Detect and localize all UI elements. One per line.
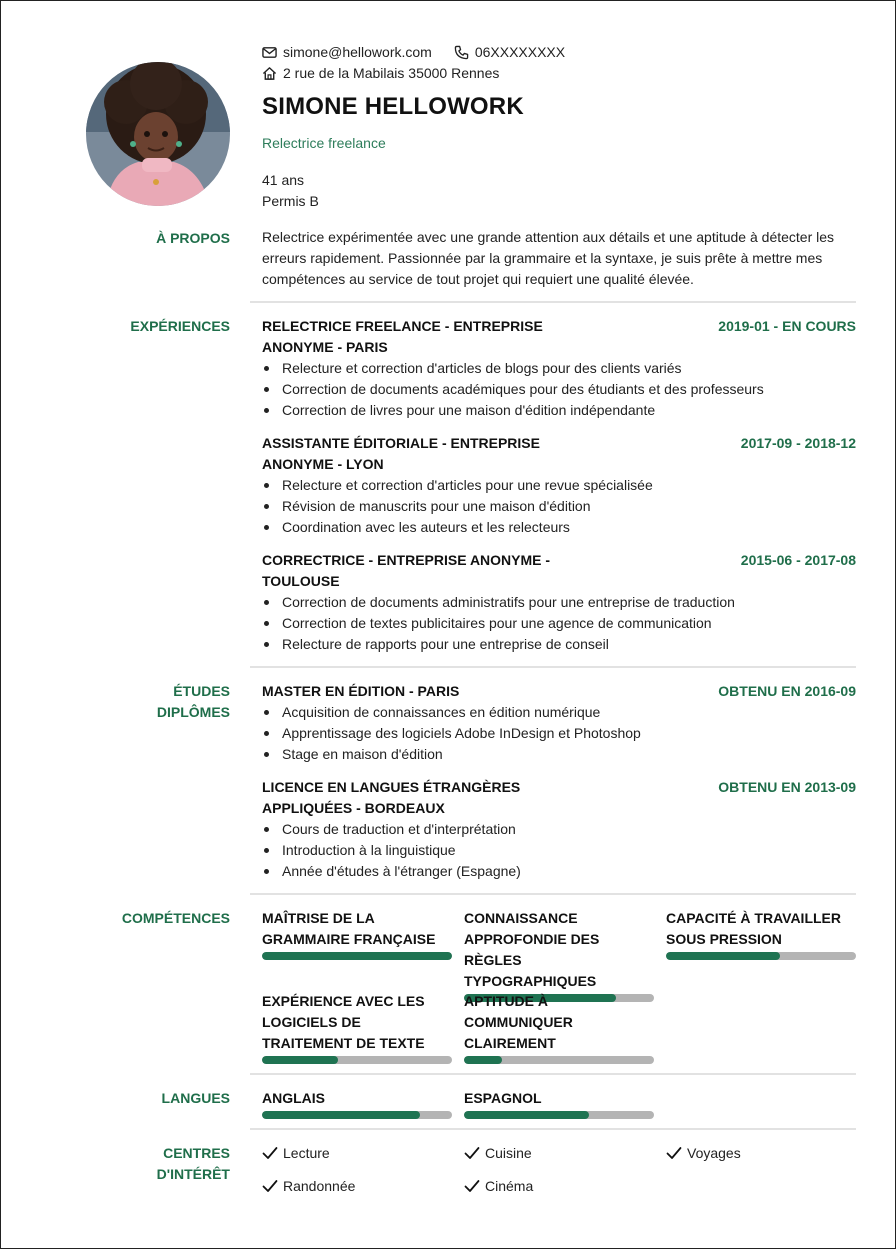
checkmark-icon xyxy=(262,1179,278,1193)
section-label-experiences: EXPÉRIENCES xyxy=(130,318,230,334)
section-label-about: À PROPOS xyxy=(156,230,230,246)
section-divider xyxy=(250,1073,856,1075)
section-divider xyxy=(250,893,856,895)
section-label-education xyxy=(70,681,230,723)
language-level-fill xyxy=(262,1111,420,1119)
entry-title xyxy=(262,681,562,702)
bullet-list xyxy=(262,475,856,538)
skill-name-line: EXPÉRIENCE AVEC LES xyxy=(262,993,425,1009)
checkmark-icon xyxy=(464,1179,480,1193)
list-item: Apprentissage des logiciels Adobe InDesign et Photoshop xyxy=(262,723,856,744)
skill-name xyxy=(262,991,452,1054)
interest-item xyxy=(262,1145,330,1161)
section-label-interests xyxy=(70,1143,230,1185)
entry-title-line: TOULOUSE xyxy=(262,573,340,589)
list-item: Révision de manuscrits pour une maison d'édition xyxy=(262,496,856,517)
checkmark-icon xyxy=(464,1146,480,1160)
phone-icon xyxy=(454,45,469,60)
section-divider xyxy=(250,666,856,668)
list-item: Stage en maison d'édition xyxy=(262,744,856,765)
skill-level-bar xyxy=(262,952,452,960)
job-title: Relectrice freelance xyxy=(262,135,386,151)
list-item: Relecture de rapports pour une entreprise de conseil xyxy=(262,634,856,655)
skill-item xyxy=(262,991,452,1064)
skill-item xyxy=(262,908,452,960)
skill-name-line: CLAIREMENT xyxy=(464,1035,556,1051)
license-text: Permis B xyxy=(262,193,319,209)
contact-row xyxy=(262,44,565,60)
skill-level-fill xyxy=(464,1056,502,1064)
label-line: D'INTÉRÊT xyxy=(156,1166,230,1182)
address-row xyxy=(262,65,499,81)
skill-name-line: APTITUDE À xyxy=(464,993,548,1009)
entry-title-line: ANONYME - LYON xyxy=(262,456,384,472)
skill-name xyxy=(262,908,452,950)
language-item xyxy=(262,1088,452,1119)
section-divider xyxy=(250,1128,856,1130)
entry-title-line: APPLIQUÉES - BORDEAUX xyxy=(262,800,445,816)
skill-name-line: LOGICIELS DE xyxy=(262,1014,361,1030)
interest-item xyxy=(464,1178,533,1194)
bullet-list xyxy=(262,358,856,421)
skill-item xyxy=(464,908,654,1002)
interest-item xyxy=(464,1145,532,1161)
language-level-bar xyxy=(464,1111,654,1119)
entry-title xyxy=(262,316,562,358)
phone-text: 06XXXXXXXX xyxy=(474,44,566,60)
skill-name-line: CAPACITÉ À TRAVAILLER xyxy=(666,910,841,926)
experience-entry xyxy=(262,550,856,655)
skill-level-bar xyxy=(464,1056,654,1064)
entry-date: 2017-09 - 2018-12 xyxy=(740,435,856,451)
label-line: DIPLÔMES xyxy=(156,704,230,720)
list-item: Relecture et correction d'articles pour une revue spécialisée xyxy=(262,475,856,496)
interest-label: Cuisine xyxy=(485,1145,532,1161)
language-name: ESPAGNOL xyxy=(464,1090,542,1106)
label-line: ÉTUDES xyxy=(173,683,230,699)
bullet-list xyxy=(262,702,856,765)
skill-name xyxy=(666,908,856,950)
entry-title-line: MASTER EN ÉDITION - PARIS xyxy=(262,683,460,699)
list-item: Relecture et correction d'articles de blogs pour des clients variés xyxy=(262,358,856,379)
skill-name-line: TYPOGRAPHIQUES xyxy=(464,973,597,989)
list-item: Année d'études à l'étranger (Espagne) xyxy=(262,861,856,882)
candidate-name: SIMONE HELLOWORK xyxy=(262,93,524,120)
list-item: Introduction à la linguistique xyxy=(262,840,856,861)
interest-item xyxy=(666,1145,741,1161)
language-level-fill xyxy=(464,1111,589,1119)
entry-date: 2015-06 - 2017-08 xyxy=(740,552,856,568)
entry-title xyxy=(262,433,562,475)
section-label-skills: COMPÉTENCES xyxy=(121,910,230,926)
entry-title-line: RELECTRICE FREELANCE - ENTREPRISE xyxy=(262,318,543,334)
list-item: Coordination avec les auteurs et les relecteurs xyxy=(262,517,856,538)
interest-label: Cinéma xyxy=(485,1178,534,1194)
age-text: 41 ans xyxy=(262,172,305,188)
entry-title xyxy=(262,777,562,819)
interest-label: Lecture xyxy=(283,1145,330,1161)
entry-title-line: CORRECTRICE - ENTREPRISE ANONYME - xyxy=(262,552,551,568)
entry-title-line: ASSISTANTE ÉDITORIALE - ENTREPRISE xyxy=(262,435,540,451)
skill-level-fill xyxy=(666,952,780,960)
skill-level-bar xyxy=(262,1056,452,1064)
entry-title-line: ANONYME - PARIS xyxy=(262,339,388,355)
label-line: CENTRES xyxy=(163,1145,230,1161)
education-entry xyxy=(262,777,856,882)
bullet-list xyxy=(262,592,856,655)
experience-entry xyxy=(262,433,856,538)
bullet-list xyxy=(262,819,856,882)
list-item: Correction de livres pour une maison d'édition indépendante xyxy=(262,400,856,421)
interest-item xyxy=(262,1178,355,1194)
about-text: Relectrice expérimentée avec une grande attention aux détails et une aptitude à détecter les erreurs rapidement. Passionnée par la grammaire et la syntaxe, je suis prête à mettre mes compétences au service de tout projet qui requiert une qualité élevée. xyxy=(262,229,835,287)
skill-item xyxy=(464,991,654,1064)
skill-level-fill xyxy=(262,1056,338,1064)
email-text: simone@hellowork.com xyxy=(283,44,432,60)
skill-name-line: APPROFONDIE DES RÈGLES xyxy=(464,931,600,968)
list-item: Correction de documents administratifs pour une entreprise de traduction xyxy=(262,592,856,613)
interest-label: Voyages xyxy=(687,1145,741,1161)
list-item: Cours de traduction et d'interprétation xyxy=(262,819,856,840)
section-label-languages: LANGUES xyxy=(161,1090,230,1106)
entry-date: 2019-01 - EN COURS xyxy=(718,318,856,334)
address-text: 2 rue de la Mabilais 35000 Rennes xyxy=(283,65,500,81)
entry-title-line: LICENCE EN LANGUES ÉTRANGÈRES xyxy=(262,779,521,795)
list-item: Correction de textes publicitaires pour une agence de communication xyxy=(262,613,856,634)
skill-name-line: MAÎTRISE DE LA xyxy=(262,910,375,926)
skill-level-fill xyxy=(262,952,452,960)
entry-date: OBTENU EN 2016-09 xyxy=(718,683,856,699)
skill-name-line: CONNAISSANCE xyxy=(464,910,578,926)
education-entry xyxy=(262,681,856,765)
skill-name-line: COMMUNIQUER xyxy=(464,1014,573,1030)
checkmark-icon xyxy=(666,1146,682,1160)
entry-title xyxy=(262,550,562,592)
envelope-icon xyxy=(262,45,277,60)
language-name: ANGLAIS xyxy=(262,1090,325,1106)
skill-name-line: SOUS PRESSION xyxy=(666,931,782,947)
list-item: Correction de documents académiques pour des étudiants et des professeurs xyxy=(262,379,856,400)
language-item xyxy=(464,1088,654,1119)
checkmark-icon xyxy=(262,1146,278,1160)
skill-name-line: TRAITEMENT DE TEXTE xyxy=(262,1035,425,1051)
language-level-bar xyxy=(262,1111,452,1119)
interest-label: Randonnée xyxy=(283,1178,356,1194)
experience-entry xyxy=(262,316,856,421)
list-item: Acquisition de connaissances en édition numérique xyxy=(262,702,856,723)
section-divider xyxy=(250,301,856,303)
entry-date: OBTENU EN 2013-09 xyxy=(718,779,856,795)
skill-name xyxy=(464,908,654,992)
skill-level-bar xyxy=(666,952,856,960)
profile-photo xyxy=(86,62,230,206)
skill-name-line: GRAMMAIRE FRANÇAISE xyxy=(262,931,436,947)
skill-name xyxy=(464,991,654,1054)
home-icon xyxy=(262,66,277,81)
skill-item xyxy=(666,908,856,960)
